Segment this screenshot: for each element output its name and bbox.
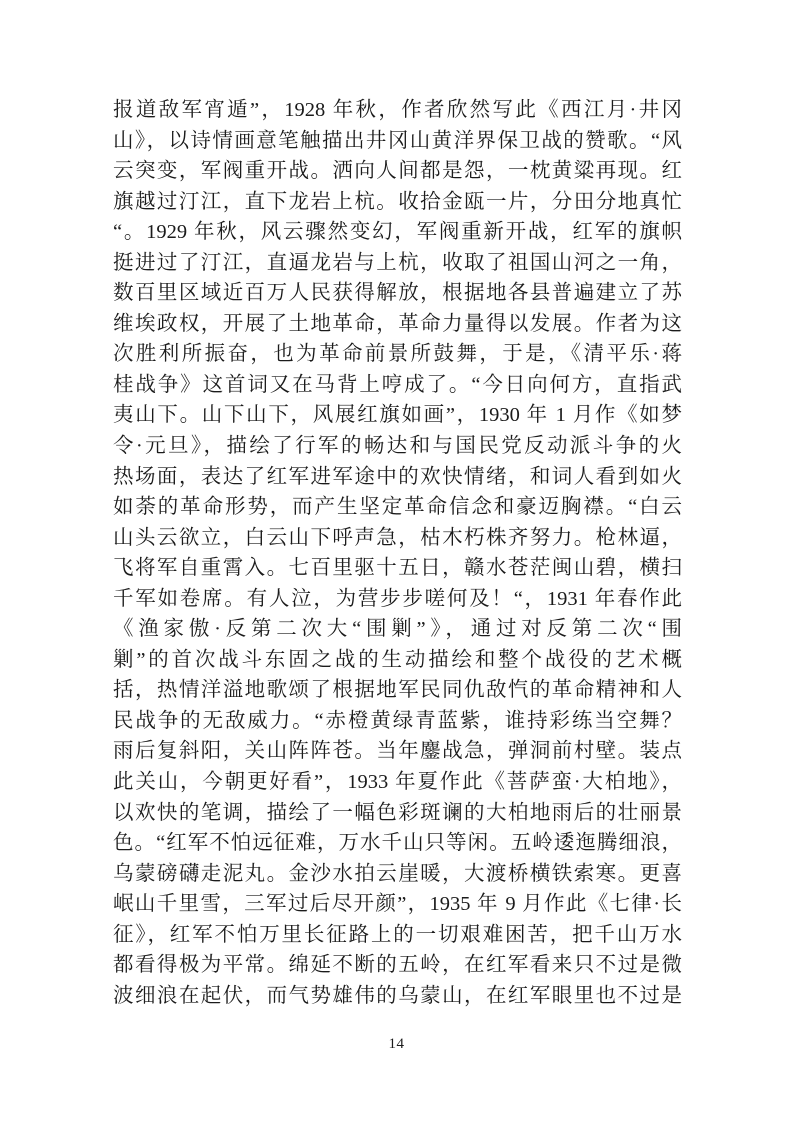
text-line: 次胜利所振奋，也为革命前景所鼓舞，于是，《清平乐·蒋 bbox=[113, 343, 682, 366]
text-body bbox=[113, 95, 682, 1011]
text-line: 波细浪在起伏，而气势雄伟的乌蒙山，在红军眼里也不过是 bbox=[113, 984, 682, 1007]
text-line: 山》，以诗情画意笔触描出井冈山黄洋界保卫战的赞歌。“风 bbox=[113, 129, 682, 152]
text-line: 千军如卷席。有人泣，为营步步嗟何及！“，1931 年春作此 bbox=[113, 587, 682, 610]
text-line: 旗越过汀江，直下龙岩上杭。收拾金瓯一片，分田分地真忙 bbox=[113, 190, 682, 213]
page-number: 14 bbox=[388, 1036, 405, 1052]
text-line: 报道敌军宵遁”，1928 年秋，作者欣然写此《西江月·井冈 bbox=[113, 99, 682, 121]
text-line: 令·元旦》，描绘了行军的畅达和与国民党反动派斗争的火 bbox=[113, 435, 682, 458]
text-line: 色。“红军不怕远征难，万水千山只等闲。五岭逶迤腾细浪， bbox=[113, 832, 682, 855]
text-line: 剿”的首次战斗东固之战的生动描绘和整个战役的艺术概 bbox=[113, 648, 682, 671]
text-line: 维埃政权，开展了土地革命，革命力量得以发展。作者为这 bbox=[113, 312, 682, 335]
text-line: 括，热情洋溢地歌颂了根据地军民同仇敌忾的革命精神和人 bbox=[113, 679, 682, 702]
text-line: 此关山，今朝更好看”，1933 年夏作此《菩萨蛮·大柏地》， bbox=[113, 771, 682, 794]
text-line: 热场面，表达了红军进军途中的欢快情绪，和词人看到如火 bbox=[113, 465, 682, 488]
text-line: 《渔家傲·反第二次大“围剿”》，通过对反第二次“围 bbox=[113, 618, 682, 641]
text-line: 数百里区域近百万人民获得解放，根据地各县普遍建立了苏 bbox=[113, 282, 682, 305]
text-line: 桂战争》这首词又在马背上哼成了。“今日向何方，直指武 bbox=[113, 373, 682, 396]
text-line: 征》，红军不怕万里长征路上的一切艰难困苦，把千山万水 bbox=[113, 923, 682, 946]
text-line: 山头云欲立，白云山下呼声急，枯木朽株齐努力。枪林逼， bbox=[113, 526, 682, 549]
text-line: 岷山千里雪，三军过后尽开颜”，1935 年 9 月作此《七律·长 bbox=[113, 893, 682, 916]
text-line: 挺进过了汀江，直逼龙岩与上杭，收取了祖国山河之一角， bbox=[113, 251, 682, 274]
text-line: 夷山下。山下山下，风展红旗如画”，1930 年 1 月作《如梦 bbox=[113, 404, 682, 427]
text-line: 民战争的无敌威力。“赤橙黄绿青蓝紫，谁持彩练当空舞？ bbox=[113, 709, 682, 732]
text-line: 飞将军自重霄入。七百里驱十五日，赣水苍茫闽山碧，横扫 bbox=[113, 557, 682, 580]
text-line: 乌蒙磅礴走泥丸。金沙水拍云崖暖，大渡桥横铁索寒。更喜 bbox=[113, 862, 682, 885]
text-line: 都看得极为平常。绵延不断的五岭，在红军看来只不过是微 bbox=[113, 954, 682, 977]
text-line: “。1929 年秋，风云骤然变幻，军阀重新开战，红军的旗帜 bbox=[113, 221, 682, 244]
text-line: 云突变，军阀重开战。洒向人间都是怨，一枕黄粱再现。红 bbox=[113, 160, 682, 183]
text-line: 如荼的革命形势，而产生坚定革命信念和豪迈胸襟。“白云 bbox=[113, 496, 682, 519]
text-line: 以欢快的笔调，描绘了一幅色彩斑谰的大柏地雨后的壮丽景 bbox=[113, 801, 682, 824]
text-line: 雨后复斜阳，关山阵阵苍。当年鏖战急，弹洞前村壁。装点 bbox=[113, 740, 682, 763]
